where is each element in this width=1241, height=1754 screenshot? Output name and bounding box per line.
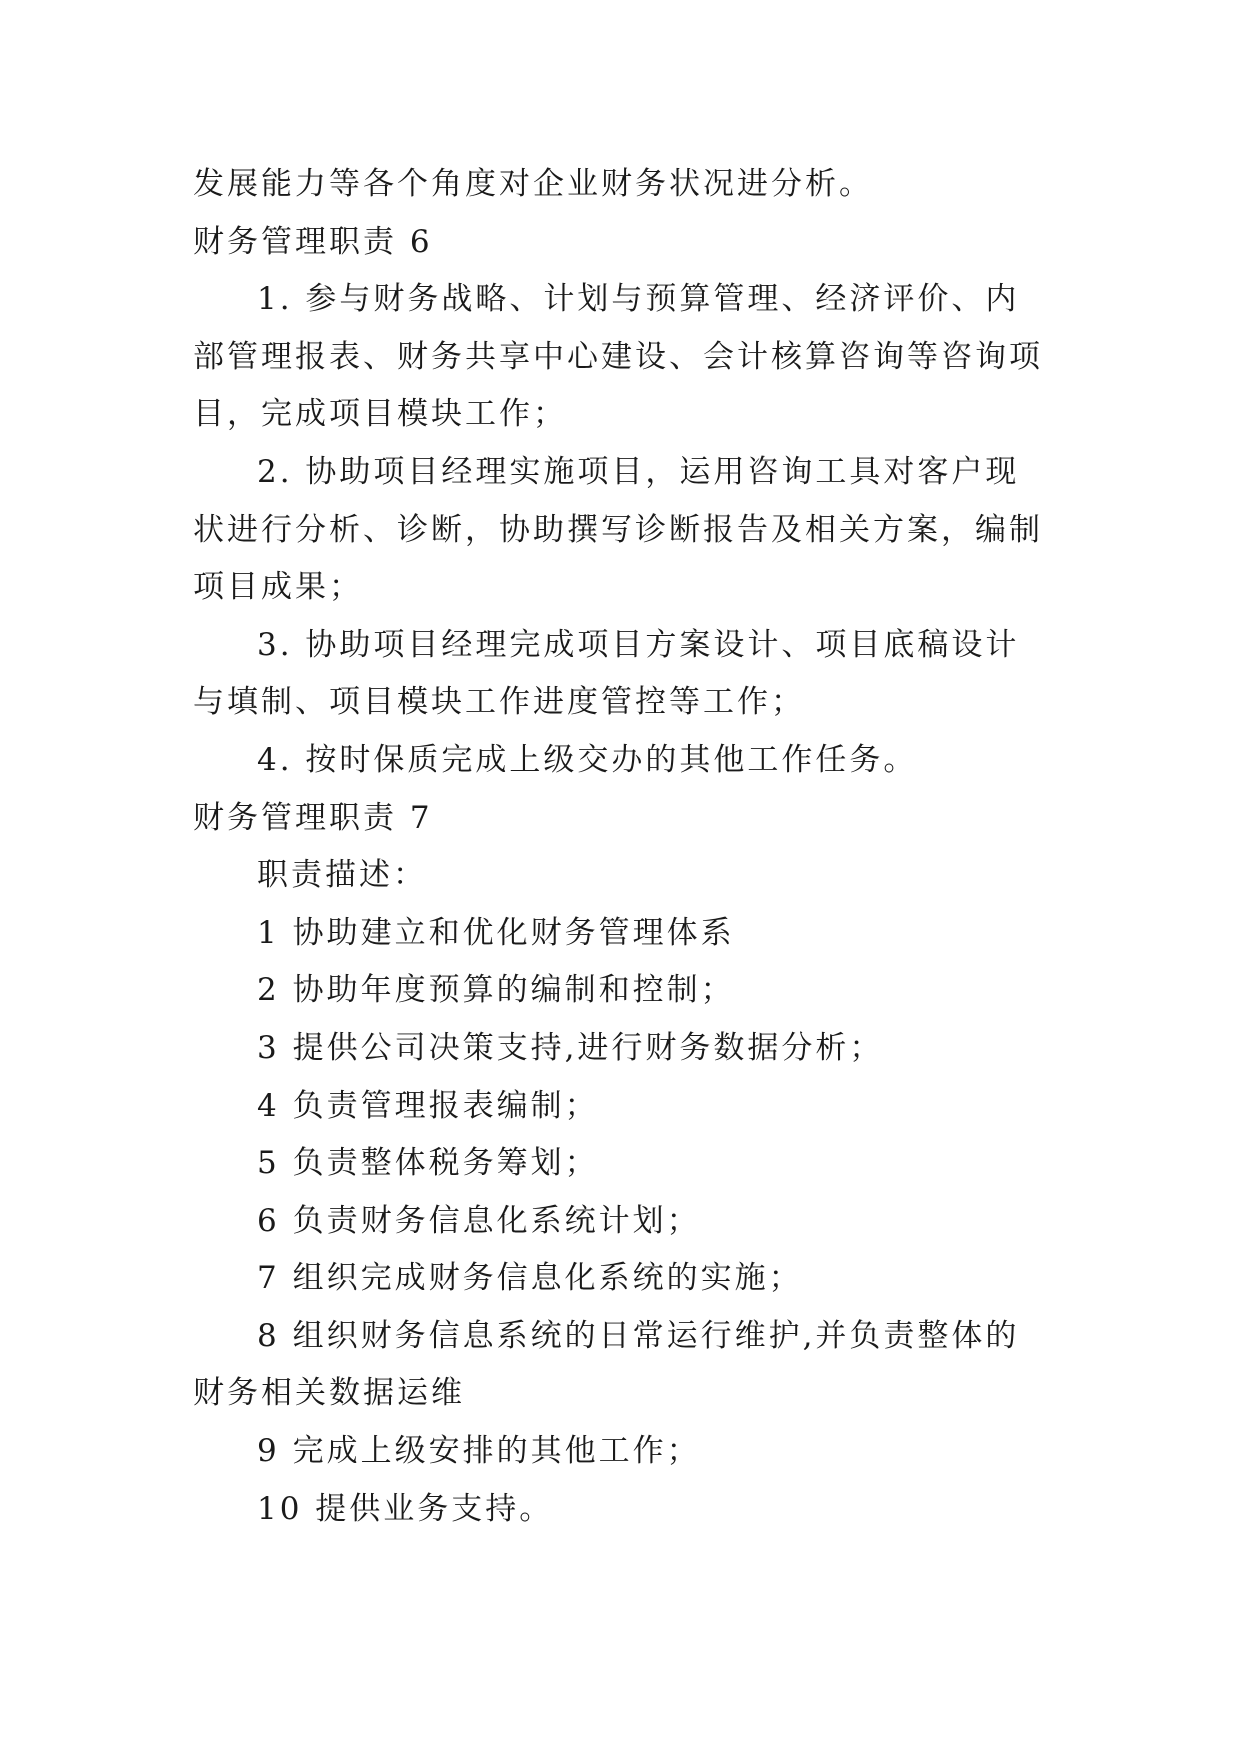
- list-item: 2 协助年度预算的编制和控制；: [257, 972, 735, 1009]
- duty-item-2: 2. 协助项目经理实施项目，运用咨询工具对客户现状进行分析、诊断，协助撰写诊断报告及相关方案，编制项目成果；: [193, 453, 1043, 606]
- duty-description-label: 职责描述：: [257, 857, 427, 894]
- section-heading-7: 财务管理职责 7: [193, 799, 433, 836]
- list-item: 4 负责管理报表编制；: [257, 1087, 599, 1124]
- duty-item-3: 3. 协助项目经理完成项目方案设计、项目底稿设计与填制、项目模块工作进度管控等工作；: [193, 626, 1020, 721]
- list-item: 3 提供公司决策支持,进行财务数据分析；: [257, 1029, 884, 1066]
- duty-item-4: 4. 按时保质完成上级交办的其他工作任务。: [257, 741, 918, 778]
- list-item: 6 负责财务信息化系统计划；: [257, 1202, 701, 1239]
- section-heading-6: 财务管理职责 6: [193, 223, 433, 260]
- list-item: 8 组织财务信息系统的日常运行维护,并负责整体的财务相关数据运维: [193, 1317, 1020, 1412]
- list-item: 1 协助建立和优化财务管理体系: [257, 914, 735, 951]
- duty-item-1: 1. 参与财务战略、计划与预算管理、经济评价、内部管理报表、财务共享中心建设、会计核算咨询等咨询项目，完成项目模块工作；: [193, 281, 1043, 433]
- list-item: 10 提供业务支持。: [257, 1490, 554, 1527]
- paragraph-continuation: 发展能力等各个角度对企业财务状况进分析。: [193, 166, 873, 202]
- document-body: [193, 156, 1053, 1538]
- list-item: 9 完成上级安排的其他工作；: [257, 1433, 701, 1470]
- list-item: 7 组织完成财务信息化系统的实施；: [257, 1260, 803, 1297]
- list-item: 5 负责整体税务筹划；: [257, 1145, 599, 1182]
